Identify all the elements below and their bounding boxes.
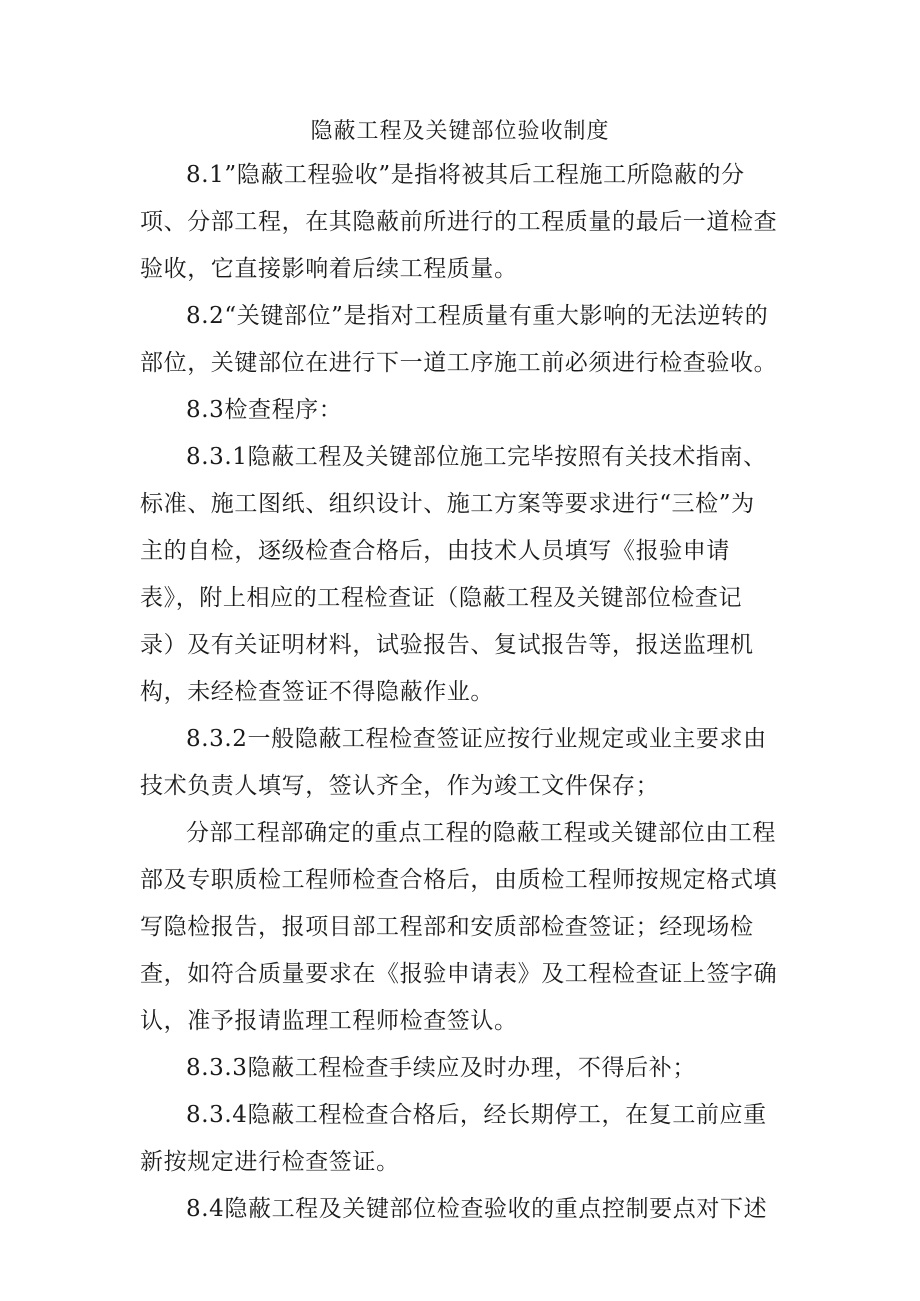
paragraph-first-line: 8.2“关键部位”是指对工程质量有重大影响的无法逆转的 bbox=[186, 303, 769, 329]
paragraph-line: 验收，它直接影响着后续工程质量。 bbox=[140, 256, 518, 282]
paragraph-first-line: 8.4隐蔽工程及关键部位检查验收的重点控制要点对下述 bbox=[186, 1196, 768, 1222]
paragraph-first-line: 8.3.2一般隐蔽工程检查签证应按行业规定或业主要求由 bbox=[186, 726, 767, 752]
paragraph-line: 录）及有关证明材料，试验报告、复试报告等，报送监理机 bbox=[140, 632, 754, 658]
paragraph-first-line: 8.3.4隐蔽工程检查合格后，经长期停工，在复工前应重 bbox=[186, 1102, 767, 1128]
paragraph-line: 部及专职质检工程师检查合格后，由质检工程师按规定格式填 bbox=[140, 867, 778, 893]
document-body bbox=[140, 160, 778, 1241]
paragraph-line: 标准、施工图纸、组织设计、施工方案等要求进行“三检”为 bbox=[140, 491, 755, 517]
paragraph-line: 部位，关键部位在进行下一道工序施工前必须进行检查验收。 bbox=[140, 350, 778, 376]
paragraph-line: 新按规定进行检查签证。 bbox=[140, 1149, 400, 1175]
paragraph-first-line: 8.3.3隐蔽工程检查手续应及时办理，不得后补； bbox=[186, 1055, 696, 1081]
paragraph-line: 认，准予报请监理工程师检查签认。 bbox=[140, 1008, 518, 1034]
paragraph-line: 写隐检报告，报项目部工程部和安质部检查签证；经现场检 bbox=[140, 914, 754, 940]
paragraph-line: 主的自检，逐级检查合格后，由技术人员填写《报验申请 bbox=[140, 538, 730, 564]
paragraph-line: 构，未经检查签证不得隐蔽作业。 bbox=[140, 679, 494, 705]
paragraph-first-line: 8.3.1隐蔽工程及关键部位施工完毕按照有关技术指南、 bbox=[186, 444, 767, 470]
paragraph-first-line: 8.1”隐蔽工程验收”是指将被其后工程施工所隐蔽的分 bbox=[186, 162, 745, 188]
paragraph-line: 表》，附上相应的工程检查证（隐蔽工程及关键部位检查记 bbox=[140, 585, 743, 611]
paragraph-first-line: 8.3检查程序： bbox=[186, 397, 343, 423]
paragraph-first-line: 分部工程部确定的重点工程的隐蔽工程或关键部位由工程 bbox=[186, 820, 776, 846]
paragraph-line: 项、分部工程，在其隐蔽前所进行的工程质量的最后一道检查 bbox=[140, 209, 778, 235]
paragraph-line: 技术负责人填写，签认齐全，作为竣工文件保存； bbox=[140, 773, 660, 799]
paragraph-line: 查，如符合质量要求在《报验申请表》及工程检查证上签字确 bbox=[140, 961, 778, 987]
document-title: 隐蔽工程及关键部位验收制度 bbox=[310, 119, 610, 144]
